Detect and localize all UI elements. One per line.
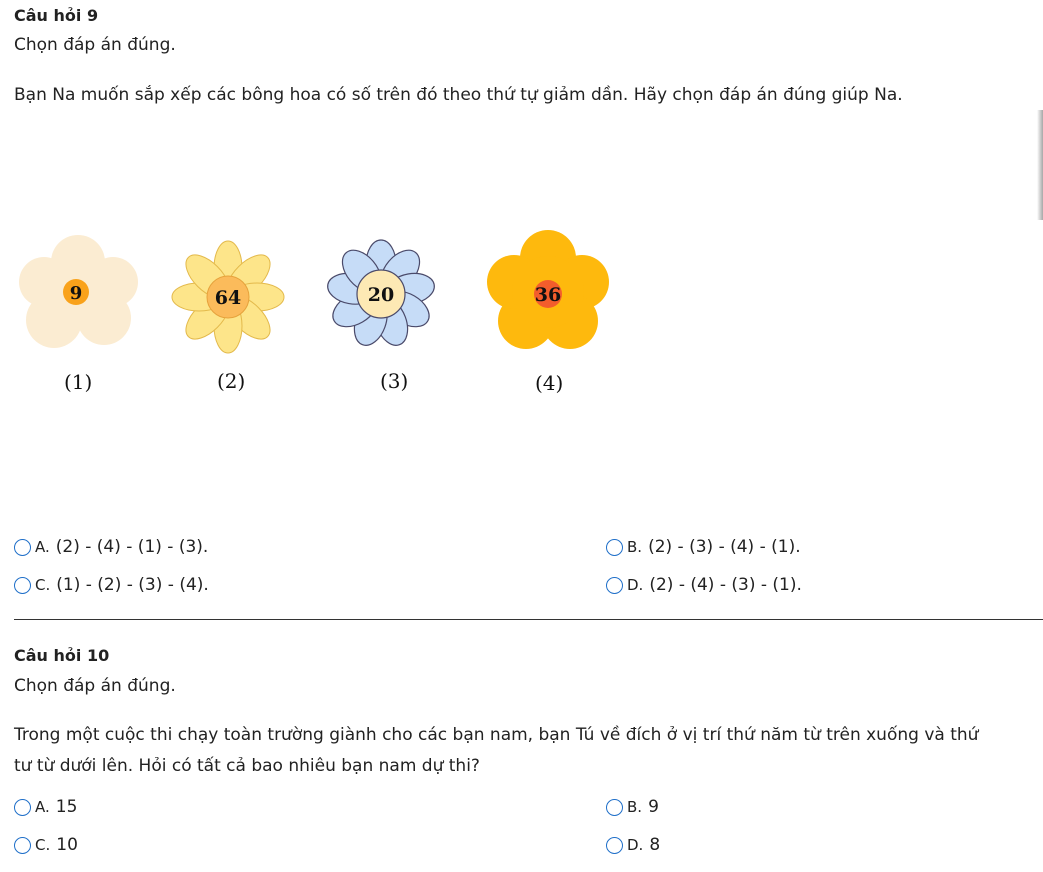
option-letter: B.: [627, 538, 643, 556]
question-10-text-line2: tư từ dưới lên. Hỏi có tất cả bao nhiêu bạn nam dự thi?: [14, 756, 480, 776]
flower-1-image: [18, 240, 138, 350]
option-letter: A.: [35, 798, 50, 816]
option-letter: A.: [35, 538, 50, 556]
q10-option-b[interactable]: [606, 797, 659, 817]
question-9-instruction: Chọn đáp án đúng.: [14, 35, 176, 55]
q9-option-d[interactable]: [606, 575, 802, 595]
q9-option-c[interactable]: [14, 575, 209, 595]
scroll-edge-shadow: [1037, 110, 1043, 220]
radio-icon[interactable]: [14, 577, 31, 594]
q9-option-b[interactable]: [606, 537, 801, 557]
flower-3-image: [316, 236, 446, 354]
option-letter: D.: [627, 576, 644, 594]
flower-4-image: [486, 230, 610, 352]
option-text: 8: [649, 835, 661, 855]
flower-3-number: 20: [367, 284, 395, 306]
flower-4-number: 36: [534, 284, 562, 306]
flower-1-label: (1): [64, 370, 93, 394]
radio-icon[interactable]: [606, 799, 623, 816]
radio-icon[interactable]: [606, 577, 623, 594]
q10-option-d[interactable]: [606, 835, 660, 855]
flower-4-label: (4): [535, 371, 564, 395]
option-text: (1) - (2) - (3) - (4).: [56, 575, 209, 595]
option-text: (2) - (4) - (3) - (1).: [649, 575, 802, 595]
radio-icon[interactable]: [14, 799, 31, 816]
radio-icon[interactable]: [606, 837, 623, 854]
option-letter: B.: [627, 798, 643, 816]
question-9-text: Bạn Na muốn sắp xếp các bông hoa có số trên đó theo thứ tự giảm dần. Hãy chọn đáp án đúng giúp Na.: [14, 85, 903, 105]
q10-option-c[interactable]: [14, 835, 78, 855]
q10-option-a[interactable]: [14, 797, 77, 817]
question-9-title: Câu hỏi 9: [14, 6, 99, 25]
flower-3-label: (3): [380, 369, 409, 393]
question-divider: [14, 619, 1043, 620]
radio-icon[interactable]: [606, 539, 623, 556]
question-10-instruction: Chọn đáp án đúng.: [14, 676, 176, 696]
option-letter: C.: [35, 576, 51, 594]
radio-icon[interactable]: [14, 837, 31, 854]
option-text: (2) - (4) - (1) - (3).: [55, 537, 209, 557]
option-text: 9: [648, 797, 659, 817]
question-10-title: Câu hỏi 10: [14, 646, 110, 665]
option-letter: D.: [627, 836, 644, 854]
radio-icon[interactable]: [14, 539, 31, 556]
option-text: 15: [55, 797, 78, 817]
q9-option-a[interactable]: [14, 537, 208, 557]
flower-2-label: (2): [217, 369, 246, 393]
flower-2-number: 64: [214, 287, 242, 309]
option-letter: C.: [35, 836, 51, 854]
flower-1-number: 9: [69, 283, 83, 304]
flower-2-image: [168, 238, 288, 356]
option-text: 10: [56, 835, 78, 855]
question-10-text-line1: Trong một cuộc thi chạy toàn trường giành cho các bạn nam, bạn Tú về đích ở vị trí thứ năm từ trên xuống và thứ: [14, 725, 979, 745]
option-text: (2) - (3) - (4) - (1).: [648, 537, 801, 557]
